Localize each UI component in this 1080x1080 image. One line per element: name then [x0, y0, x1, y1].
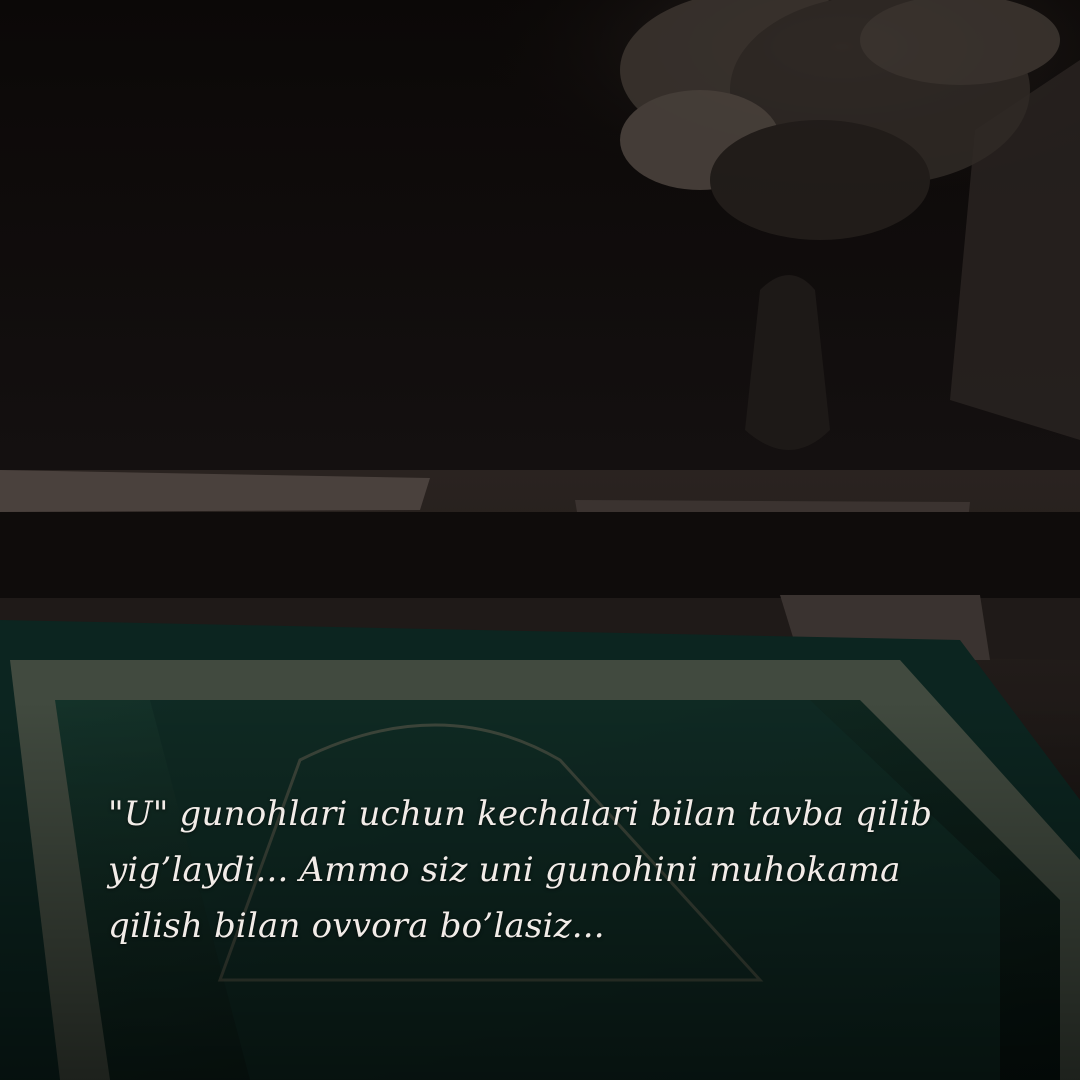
bench-shadow	[0, 512, 1080, 598]
quote-line-1: "U" gunohlari uchun kechalari bilan tavba qilib	[108, 794, 933, 834]
quote-text	[108, 786, 1008, 954]
quote-line-2: yig’laydi... Ammo siz uni gunohini muhokama	[108, 850, 901, 890]
quote-line-3: qilish bilan ovvora bo’lasiz...	[108, 906, 605, 946]
